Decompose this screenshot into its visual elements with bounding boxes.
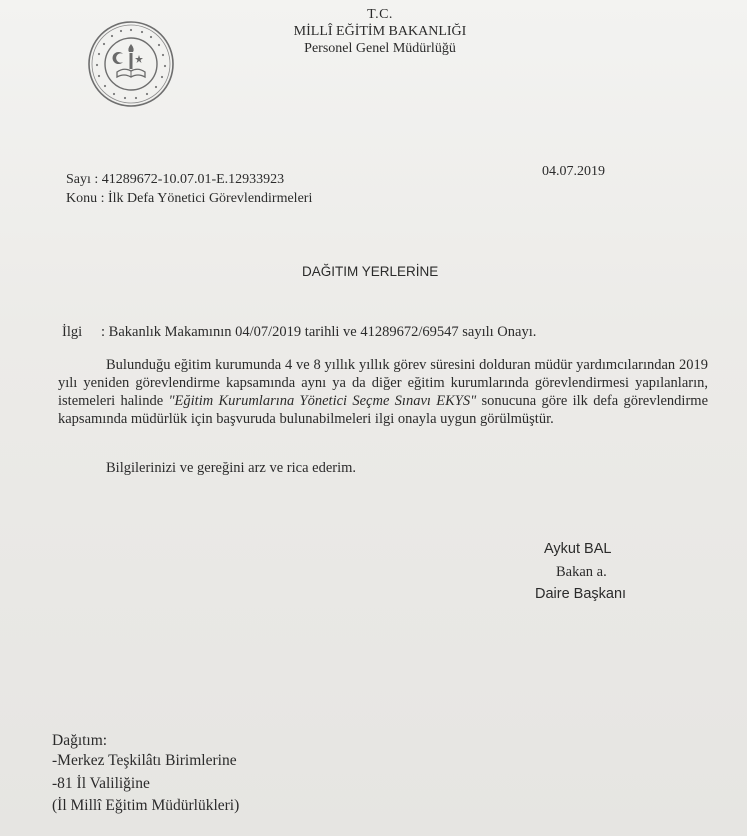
- ministry-seal: [87, 20, 175, 108]
- reference-text: : Bakanlık Makamının 04/07/2019 tarihli ve 41289672/69547 sayılı Onayı.: [101, 324, 537, 340]
- distribution-item: -Merkez Teşkilâtı Birimlerine: [52, 752, 237, 769]
- header-department: Personel Genel Müdürlüğü: [304, 41, 456, 56]
- closing-line: Bilgilerinizi ve gereğini arz ve rica ederim.: [106, 460, 357, 476]
- header-ministry: MİLLÎ EĞİTİM BAKANLIĞI: [293, 24, 467, 39]
- document-number: Sayı : 41289672-10.07.01-E.12933923: [66, 172, 285, 187]
- document-date: 04.07.2019: [542, 164, 605, 179]
- body-paragraph: [58, 356, 708, 428]
- signatory-name: Aykut BAL: [544, 541, 612, 557]
- body-text-italic: "Eğitim Kurumlarına Yönetici Seçme Sınavı EKYS": [168, 393, 477, 409]
- distribution-item: -81 İl Valiliğine: [52, 775, 150, 792]
- body-text-part2: sonucuna göre ilk defa görevlendirme kapsamında müdürlük için başvuruda bulunabilmeleri ilgi onayla uygun görülmüştür.: [58, 393, 708, 427]
- body-text-part1: Bulunduğu eğitim kurumunda 4 ve 8 yıllık yıllık görev süresini dolduran müdür yardımcılarından 2019 yılı yeniden görevlendirme kapsamında aynı ya da diğer eğitim kurumlarında görevlendirmesi yapılanların, istemeleri halinde: [58, 357, 708, 409]
- header-tc: T.C.: [367, 7, 393, 22]
- document-subject: Konu : İlk Defa Yönetici Görevlendirmeleri: [66, 191, 313, 206]
- signatory-title2: Daire Başkanı: [535, 586, 627, 602]
- recipient-heading: DAĞITIM YERLERİNE: [302, 264, 439, 279]
- signatory-title1: Bakan a.: [556, 564, 607, 580]
- distribution-item: (İl Millî Eğitim Müdürlükleri): [52, 797, 240, 814]
- distribution-heading: Dağıtım:: [52, 732, 108, 749]
- reference-label: İlgi: [62, 324, 83, 340]
- letterhead: [270, 6, 490, 57]
